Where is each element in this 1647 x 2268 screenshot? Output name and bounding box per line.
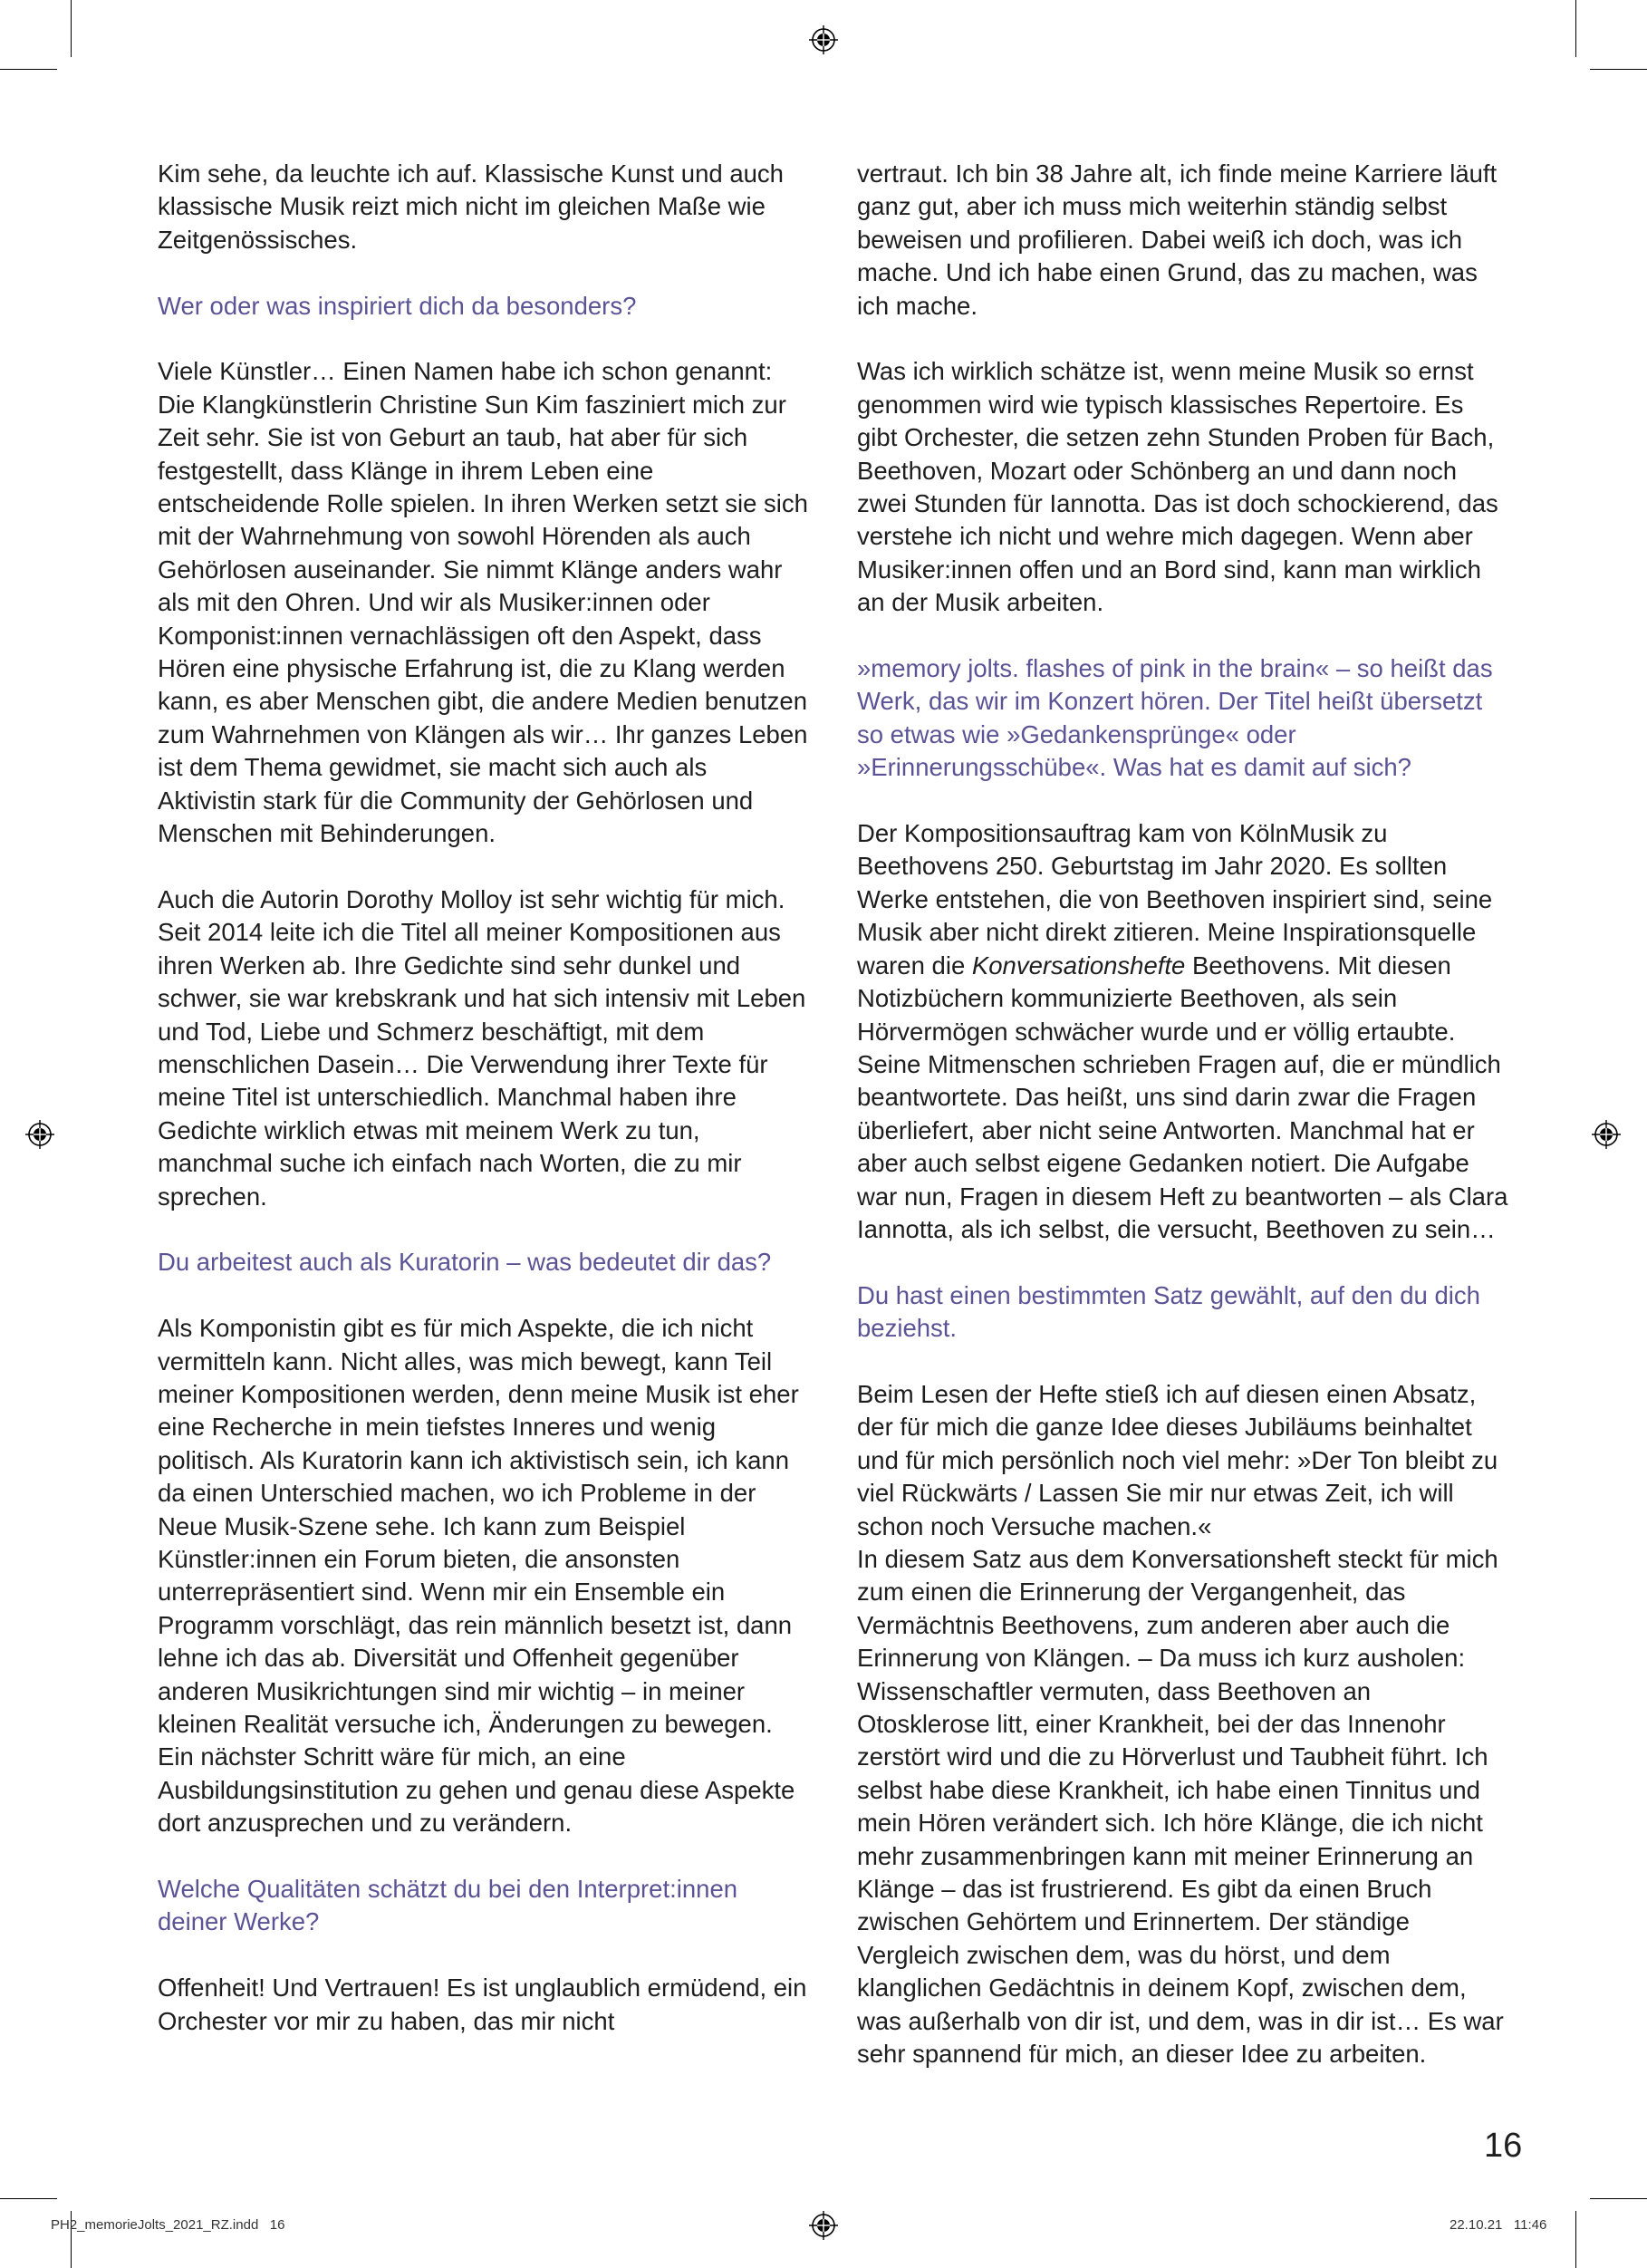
paragraph: Viele Künstler… Einen Namen habe ich schon genannt: Die Klangkünstlerin Christine Sun Kim fasziniert mich zur Zeit sehr. Sie ist von Geburt an taub, hat aber für sich festgestellt, dass Klänge in ihrem Leben eine entscheidende Rolle spielen. In ihren Werken setzt sie sich mit der Wahrnehmung von sowohl Hörenden als auch Gehörlosen auseinander. Sie nimmt Klänge anders wahr als mit den Ohren. Und wir als Musiker:innen oder Komponist:innen vernachlässigen oft den Aspekt, dass Hören eine physische Erfahrung ist, die zu Klang werden kann, es aber Menschen gibt, die andere Medien benutzen zum Wahrnehmen von Klängen als wir… Ihr ganzes Leben ist dem Thema gewidmet, sie macht sich auch als Aktivistin stark für die Community der Gehörlosen und Menschen mit Behinderungen. (158, 357, 808, 848)
registration-mark-icon (809, 25, 838, 54)
interview-question: Du hast einen bestimmten Satz gewählt, auf den du dich beziehst. (857, 1280, 1480, 1343)
crop-mark (0, 2198, 57, 2199)
interview-question: Welche Qualitäten schätzt du bei den Interpret:innen deiner Werke? (158, 1875, 738, 1936)
paragraph (857, 817, 1509, 1246)
interview-question: Du arbeitest auch als Kuratorin – was bedeutet dir das? (158, 1248, 772, 1277)
paragraph (857, 1378, 1509, 2071)
text-run: Der Kompositionsauftrag kam von KölnMusik zu Beethovens 250. Geburtstag im Jahr 2020. Es sollten Werke entstehen, die von Beethoven inspiriert sind, seine Musik aber nicht direkt zitieren. Meine Inspirationsquelle waren die (857, 819, 1493, 980)
paragraph: vertraut. Ich bin 38 Jahre alt, ich finde meine Karriere läuft ganz gut, aber ich muss mich weiterhin ständig selbst beweisen und profilieren. Dabei weiß ich doch, was ich mache. Und ich habe einen Grund, das zu machen, was ich mache. (857, 159, 1498, 320)
file-slug: PH2_memorieJolts_2021_RZ.indd 16 (51, 2217, 285, 2233)
interview-question: Wer oder was inspiriert dich da besonders? (158, 291, 637, 320)
book-title-italic: Konversationshefte (971, 951, 1186, 980)
quote-text: Beim Lesen der Hefte stieß ich auf diesen einen Absatz, der für mich die ganze Idee dieses Jubiläums beinhaltet und für mich persönlich noch viel mehr: »Der Ton bleibt zu viel Rückwärts / Lassen Sie mir nur etwas Zeit, ich will schon noch Versuche machen.« (857, 1379, 1498, 1540)
paragraph: Auch die Autorin Dorothy Molloy ist sehr wichtig für mich. Seit 2014 leite ich die Titel all meiner Kompositionen aus ihren Werken ab. Ihre Gedichte sind sehr dunkel und schwer, sie war krebskrank und hat sich intensiv mit Leben und Tod, Liebe und Schmerz beschäftigt, mit dem menschlichen Dasein… Die Verwendung ihrer Texte für meine Titel ist unterschiedlich. Manchmal haben ihre Gedichte wirklich etwas mit meinem Werk zu tun, manchmal suche ich einfach nach Worten, die zu mir sprechen. (158, 884, 806, 1211)
left-text-column (158, 158, 810, 2038)
interview-question: »memory jolts. flashes of pink in the brain« – so heißt das Werk, das wir im Konzert hören. Der Titel heißt übersetzt so etwas wie »Gedankensprünge« oder »Erinnerungsschübe«. Was hat es damit auf sich? (857, 654, 1493, 782)
registration-mark-icon (25, 1120, 54, 1149)
paragraph: Offenheit! Und Vertrauen! Es ist unglaublich ermüdend, ein Orchester vor mir zu haben, das mir nicht (158, 1974, 807, 2035)
date-slug: 22.10.21 11:46 (1450, 2217, 1547, 2233)
crop-mark (1575, 2211, 1576, 2268)
registration-mark-icon (1592, 1120, 1621, 1149)
crop-mark (1575, 0, 1576, 57)
paragraph: Kim sehe, da leuchte ich auf. Klassische Kunst und auch klassische Musik reizt mich nicht im gleichen Maße wie Zeitgenössisches. (158, 159, 784, 254)
paragraph: Was ich wirklich schätze ist, wenn meine Musik so ernst genommen wird wie typisch klassisches Repertoire. Es gibt Orchester, die setzen zehn Stunden Proben für Bach, Beethoven, Mozart oder Schönberg an und dann noch zwei Stunden für Iannotta. Das ist doch schockierend, das verstehe ich nicht und wehre mich dagegen. Wenn aber Musiker:innen offen und an Bord sind, kann man wirklich an der Musik arbeiten. (857, 357, 1498, 617)
right-text-column (857, 158, 1509, 2070)
paragraph: Als Komponistin gibt es für mich Aspekte, die ich nicht vermitteln kann. Nicht alles, was mich bewegt, kann Teil meiner Kompositionen werden, denn meine Musik ist eher eine Recherche in mein tiefstes Inneres und wenig politisch. Als Kuratorin kann ich aktivistisch sein, ich kann da einen Unterschied machen, wo ich Probleme in der Neue Musik-Szene sehe. Ich kann zum Beispiel Künstler:innen ein Forum bieten, die ansonsten unterrepräsentiert sind. Wenn mir ein Ensemble ein Programm vorschlägt, das rein männlich besetzt ist, dann lehne ich das ab. Diversität und Offenheit gegenüber anderen Musikrichtungen sind mir wichtig – in meiner kleinen Realität versuche ich, Änderungen zu bewegen. Ein nächster Schritt wäre für mich, an eine Ausbildungsinstitution zu gehen und genau diese Aspekte dort anzusprechen und zu verändern. (158, 1314, 799, 1838)
registration-mark-icon (809, 2211, 838, 2240)
crop-mark (1590, 69, 1647, 70)
crop-mark (71, 0, 72, 57)
crop-mark (0, 69, 57, 70)
text-run: Beethovens. Mit diesen Notizbüchern kommunizierte Beethoven, als sein Hörvermögen schwächer wurde und er völlig ertaubte. Seine Mitmenschen schrieben Fragen auf, die er mündlich beantwortete. Das heißt, uns sind darin zwar die Fragen überliefert, aber nicht seine Antworten. Manchmal hat er aber auch selbst eigene Gedanken notiert. Die Aufgabe war nun, Fragen in diesem Heft zu beantworten – als Clara Iannotta, als ich selbst, die versucht, Beethoven zu sein… (857, 951, 1508, 1243)
crop-mark (1590, 2198, 1647, 2199)
text-run: In diesem Satz aus dem Konversationsheft steckt für mich zum einen die Erinnerung der Vergangenheit, das Vermächtnis Beethovens, zum anderen aber auch die Erinnerung von Klängen. – Da muss ich kurz ausholen: Wissenschaftler vermuten, dass Beethoven an Otosklerose litt, einer Krankheit, bei der das Innenohr zerstört wird und die zu Hörverlust und Taubheit führt. Ich selbst habe diese Krankheit, ich habe einen Tinnitus und mein Hören verändert sich. Ich höre Klänge, die ich nicht mehr zusammenbringen kann mit meiner Erinnerung an Klänge – das ist frustrierend. Es gibt da einen Bruch zwischen Gehörtem und Erinnertem. Der ständige Vergleich zwischen dem, was du hörst, und dem klanglichen Gedächtnis in deinem Kopf, zwischen dem, was außerhalb von dir ist, und dem, was in dir ist… Es war sehr spannend für mich, an dieser Idee zu arbeiten. (857, 1544, 1504, 2069)
page-number: 16 (1484, 2127, 1523, 2165)
